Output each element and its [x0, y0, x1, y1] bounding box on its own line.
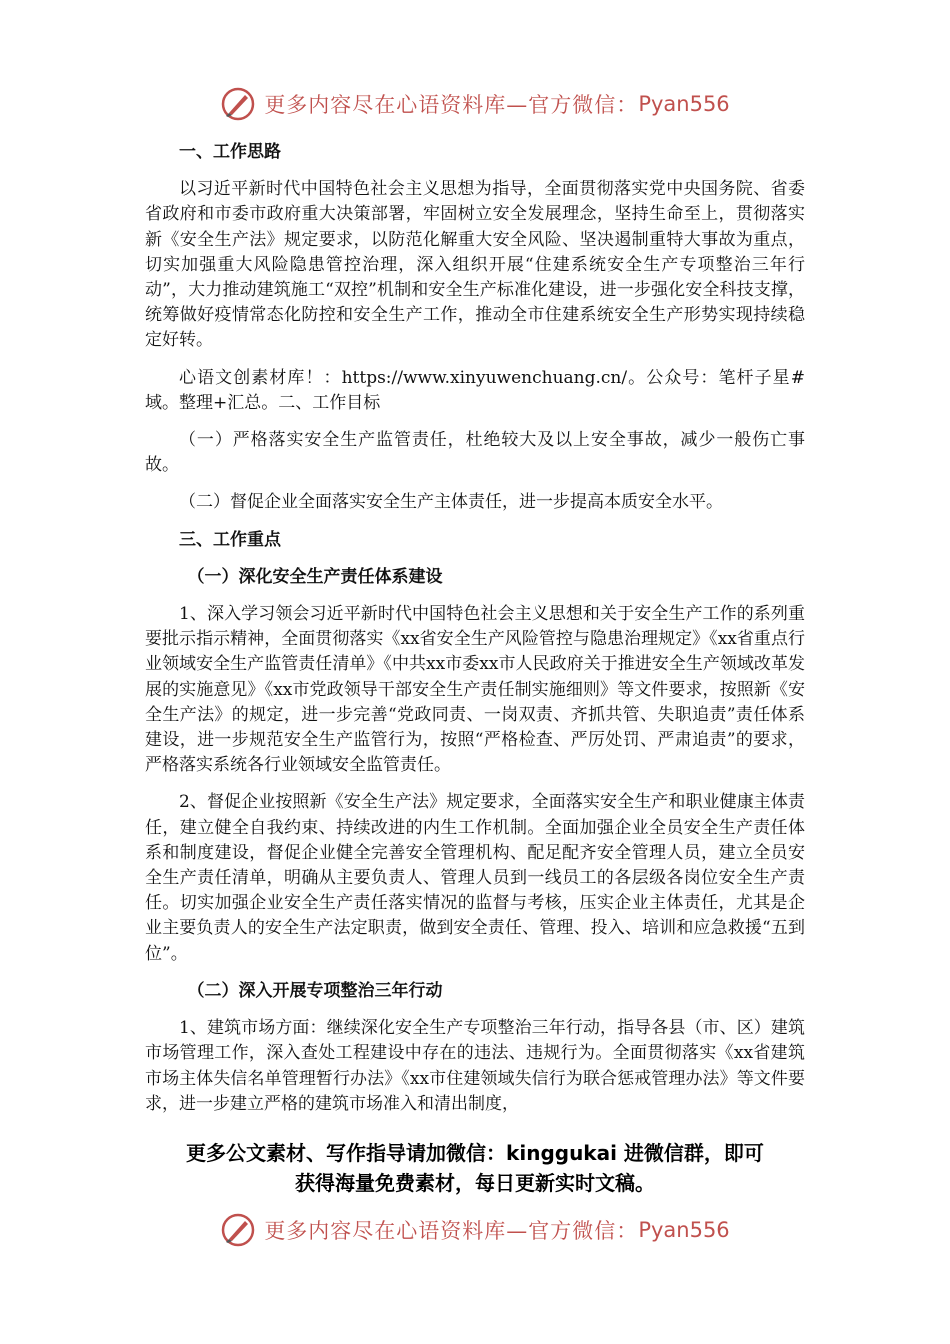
paragraph: 1、深入学习领会习近平新时代中国特色社会主义思想和关于安全生产工作的系列重要批示指示精神，全面贯彻落实《xx省安全生产风险管控与隐患治理规定》《xx省重点行业领域安全生产监管责任清单》《中共xx市委xx市人民政府关于推进安全生产领域改革发展的实施意见》《xx市党政领导干部安全生产责任制实施细则》等文件要求，按照新《安全生产法》的规定，进一步完善“党政同责、一岗双责、齐抓共管、失职追责”责任体系建设，进一步规范安全生产监管行为，按照“严格检查、严厉处罚、严肃追责”的要求，严格落实系统各行业领域安全监管责任。	[145, 604, 805, 776]
subsection-heading: （一）深化安全生产责任体系建设	[187, 566, 443, 587]
banner-text: 更多内容尽在心语资料库—官方微信：	[264, 1219, 639, 1243]
promo-notice	[120, 1138, 830, 1198]
pen-logo-icon	[220, 1212, 256, 1248]
subsection-heading: （二）深入开展专项整治三年行动	[187, 980, 443, 1001]
notice-line: 更多公文素材、写作指导请加微信：kinggukai 进微信群，即可	[186, 1141, 764, 1165]
paragraph: 以习近平新时代中国特色社会主义思想为指导，全面贯彻落实党中央国务院、省委省政府和市委市政府重大决策部署，牢固树立安全发展理念，坚持生命至上，贯彻落实新《安全生产法》规定要求，以防范化解重大安全风险、坚决遏制重特大事故为重点，切实加强重大风险隐患管控治理，深入组织开展“住建系统安全生产专项整治三年行动”，大力推动建筑施工“双控”机制和安全生产标准化建设，进一步强化安全科技支撑，统筹做好疫情常态化防控和安全生产工作，推动全市住建系统安全生产形势实现持续稳定好转。	[145, 179, 805, 351]
header-banner	[0, 82, 950, 126]
section-heading: 三、工作重点	[179, 529, 281, 550]
pen-logo-icon	[220, 86, 256, 122]
footer-banner	[0, 1208, 950, 1252]
paragraph: 1、建筑市场方面：继续深化安全生产专项整治三年行动，指导各县（市、区）建筑市场管理工作，深入查处工程建设中存在的违法、违规行为。全面贯彻落实《xx省建筑市场主体失信名单管理暂行办法》《xx市住建领域失信行为联合惩戒管理办法》等文件要求，进一步建立严格的建筑市场准入和清出制度，	[145, 1018, 805, 1114]
banner-wechat-id: Pyan556	[638, 92, 730, 116]
paragraph: （一）严格落实安全生产监管责任，杜绝较大及以上安全事故，减少一般伤亡事故。	[145, 430, 805, 476]
section-heading: 一、工作思路	[179, 142, 281, 162]
notice-line: 获得海量免费素材，每日更新实时文稿。	[295, 1171, 655, 1195]
source-note: 心语文创素材库！：https://www.xinyuwenchuang.cn/。公众号：笔杆子星#域。整理+汇总。二、工作目标	[145, 367, 805, 413]
paragraph: （二）督促企业全面落实安全生产主体责任，进一步提高本质安全水平。	[179, 492, 723, 513]
document-body	[145, 140, 805, 1129]
banner-wechat-id: Pyan556	[638, 1218, 730, 1242]
paragraph: 2、督促企业按照新《安全生产法》规定要求，全面落实安全生产和职业健康主体责任，建立健全自我约束、持续改进的内生工作机制。全面加强企业全员安全生产责任体系和制度建设，督促企业健全完善安全管理机构、配足配齐安全管理人员，建立全员安全生产责任清单，明确从主要负责人、管理人员到一线员工的各层级各岗位安全生产责任。切实加强企业安全生产责任落实情况的监督与考核，压实企业主体责任，尤其是企业主要负责人的安全生产法定职责，做到安全责任、管理、投入、培训和应急救援“五到位”。	[145, 792, 805, 964]
banner-text: 更多内容尽在心语资料库—官方微信：	[264, 93, 639, 117]
